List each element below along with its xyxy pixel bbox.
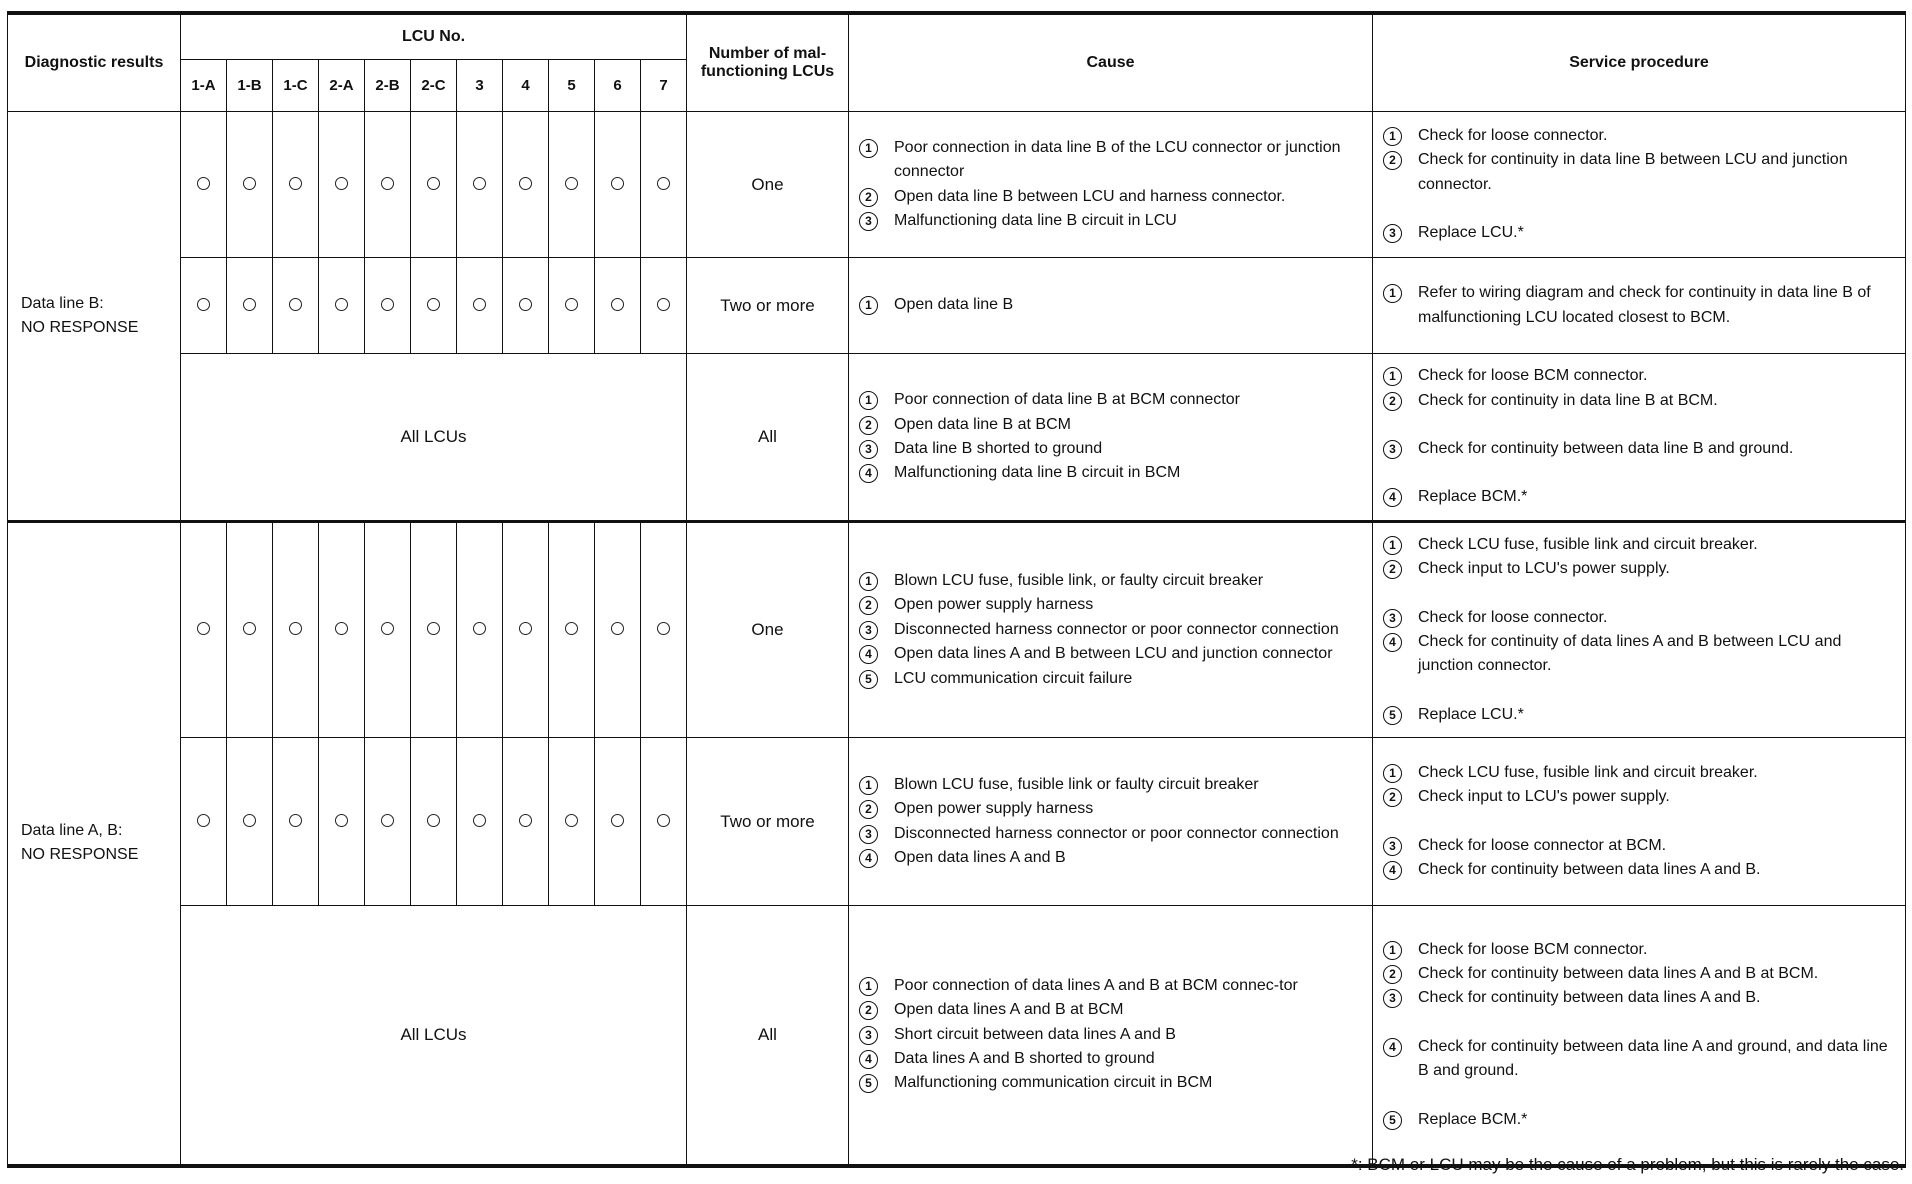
cause-cell: [849, 906, 1373, 1166]
cause-cell-text: Open power supply harness: [894, 596, 1094, 614]
header-number-line2: functioning LCUs: [700, 63, 835, 80]
lcu-mark: [227, 258, 273, 354]
service-cell-text: Check LCU fuse, fusible link and circuit breaker.: [1418, 763, 1758, 781]
header-lcu-col: 1-B: [227, 60, 273, 112]
lcu-mark: [227, 738, 273, 906]
diagnostic-line1: Data line A, B:: [21, 822, 123, 840]
circle-mark-icon: [427, 298, 440, 311]
service-cell: [1373, 112, 1906, 258]
circled-number-icon: 4: [1383, 488, 1402, 507]
circle-mark-icon: [335, 298, 348, 311]
table-row: [8, 112, 1906, 258]
service-cell-item: [1383, 834, 1895, 858]
service-cell-text: Check LCU fuse, fusible link and circuit breaker.: [1418, 535, 1758, 553]
lcu-mark: [411, 522, 457, 738]
circled-number-icon: 5: [1383, 706, 1402, 725]
cause-cell-item: [859, 974, 1362, 998]
header-lcu-col: 1-A: [181, 60, 227, 112]
service-cell-item: [1383, 606, 1895, 630]
table-row: [8, 522, 1906, 738]
service-cell-text: Check for continuity of data lines A and B between LCU and junction connector.: [1418, 633, 1842, 675]
circle-mark-icon: [427, 622, 440, 635]
cause-cell-text: Poor connection in data line B of the LCU connector or junction connector: [894, 138, 1341, 181]
cause-cell-text: Blown LCU fuse, fusible link or faulty circuit breaker: [894, 775, 1259, 793]
circled-number-icon: 2: [859, 1001, 878, 1020]
circled-number-icon: 1: [859, 776, 878, 795]
lcu-mark: [503, 738, 549, 906]
circled-number-icon: 3: [1383, 440, 1402, 459]
cause-cell-text: Open data line B: [894, 296, 1014, 314]
circle-mark-icon: [335, 177, 348, 190]
footnote: *: BCM or LCU may be the cause of a problem, but this is rarely the case.: [1351, 1155, 1904, 1174]
cause-cell-item: [859, 822, 1362, 846]
table-row: [8, 258, 1906, 354]
service-cell: [1373, 738, 1906, 906]
cause-cell-text: Open data lines A and B: [894, 848, 1066, 866]
cause-cell-item: [859, 388, 1362, 412]
service-cell-text: Refer to wiring diagram and check for continuity in data line B of malfunctioning LCU located closest to BCM.: [1418, 284, 1871, 326]
diagnostic-line2: NO RESPONSE: [21, 846, 139, 864]
circled-number-icon: 2: [859, 596, 878, 615]
cause-cell-text: Open data lines A and B at BCM: [894, 1001, 1124, 1019]
header-service-procedure: Service procedure: [1373, 13, 1906, 112]
header-lcu-no: LCU No.: [181, 13, 687, 60]
cause-cell-item: [859, 1047, 1362, 1071]
table-row: [8, 906, 1906, 1166]
circled-number-icon: 3: [1383, 609, 1402, 628]
circle-mark-icon: [657, 622, 670, 635]
diagnostic-line1: Data line B:: [21, 295, 104, 312]
service-cell-item: [1383, 124, 1895, 148]
circle-mark-icon: [243, 622, 256, 635]
service-cell-item: [1383, 485, 1895, 509]
lcu-mark: [411, 258, 457, 354]
all-lcus-label: All LCUs: [181, 354, 687, 522]
circle-mark-icon: [519, 622, 532, 635]
cause-cell-text: Malfunctioning data line B circuit in BCM: [894, 464, 1181, 482]
lcu-mark: [411, 738, 457, 906]
circled-number-icon: 1: [1383, 284, 1402, 303]
cause-cell-item: [859, 293, 1362, 317]
lcu-mark: [181, 738, 227, 906]
cause-cell-text: Open data line B at BCM: [894, 415, 1071, 433]
lcu-mark: [181, 522, 227, 738]
circled-number-icon: 3: [1383, 989, 1402, 1008]
lcu-mark: [273, 738, 319, 906]
cause-cell-text: Blown LCU fuse, fusible link, or faulty circuit breaker: [894, 571, 1264, 589]
circle-mark-icon: [611, 298, 624, 311]
cause-cell-text: Data line B shorted to ground: [894, 440, 1103, 457]
service-cell-item: [1383, 389, 1895, 413]
table-row: [8, 354, 1906, 522]
header-lcu-col: 2-A: [319, 60, 365, 112]
cause-cell-item: [859, 136, 1362, 185]
diagnostic-table: [7, 11, 1906, 1168]
lcu-mark: [457, 258, 503, 354]
circled-number-icon: 1: [1383, 367, 1402, 386]
service-cell-text: Replace BCM.*: [1418, 1110, 1528, 1128]
service-cell-text: Check for loose BCM connector.: [1418, 367, 1648, 385]
service-cell-item: [1383, 986, 1895, 1010]
cause-cell-item: [859, 667, 1362, 691]
service-cell-item: [1383, 557, 1895, 581]
lcu-mark: [641, 522, 687, 738]
circle-mark-icon: [289, 298, 302, 311]
circle-mark-icon: [197, 177, 210, 190]
circled-number-icon: 2: [859, 188, 878, 207]
lcu-mark: [227, 522, 273, 738]
header-diagnostic-results: Diagnostic results: [8, 13, 181, 112]
lcu-mark: [273, 112, 319, 258]
circle-mark-icon: [519, 814, 532, 827]
circled-number-icon: 4: [1383, 1038, 1402, 1057]
lcu-mark: [549, 522, 595, 738]
header-lcu-col: 1-C: [273, 60, 319, 112]
number-malfunctioning: All: [687, 906, 849, 1166]
circled-number-icon: 2: [859, 416, 878, 435]
cause-cell: [849, 522, 1373, 738]
cause-cell-text: Open data line B between LCU and harness connector.: [894, 187, 1286, 205]
lcu-mark: [549, 738, 595, 906]
cause-cell: [849, 354, 1373, 522]
circle-mark-icon: [657, 177, 670, 190]
cause-cell-text: Poor connection of data lines A and B at BCM connec-tor: [894, 976, 1298, 994]
header-number-line1: Number of mal-: [708, 45, 827, 62]
circle-mark-icon: [243, 298, 256, 311]
lcu-mark: [181, 258, 227, 354]
circled-number-icon: 2: [859, 800, 878, 819]
cause-cell-item: [859, 209, 1362, 233]
service-cell: [1373, 354, 1906, 522]
service-cell-text: Check for continuity between data line A and ground, and data line B and ground.: [1418, 1037, 1888, 1080]
cause-cell-item: [859, 797, 1362, 821]
header-cause: Cause: [849, 13, 1373, 112]
lcu-mark: [503, 112, 549, 258]
service-cell: [1373, 522, 1906, 738]
circle-mark-icon: [473, 298, 486, 311]
circle-mark-icon: [197, 298, 210, 311]
service-cell-item: [1383, 281, 1895, 330]
circle-mark-icon: [197, 814, 210, 827]
service-cell: [1373, 906, 1906, 1166]
service-cell-item: [1383, 148, 1895, 197]
circled-number-icon: 1: [859, 572, 878, 591]
lcu-mark: [549, 112, 595, 258]
service-cell-text: Check for continuity between data lines A and B at BCM.: [1418, 964, 1819, 982]
number-malfunctioning: Two or more: [687, 738, 849, 906]
lcu-mark: [457, 738, 503, 906]
service-cell-text: Check input to LCU's power supply.: [1418, 788, 1670, 806]
cause-cell-text: Disconnected harness connector or poor connector connection: [894, 824, 1339, 842]
circled-number-icon: 5: [1383, 1111, 1402, 1130]
circle-mark-icon: [381, 814, 394, 827]
lcu-mark: [549, 258, 595, 354]
header-lcu-col: 6: [595, 60, 641, 112]
circle-mark-icon: [565, 622, 578, 635]
number-malfunctioning: One: [687, 112, 849, 258]
lcu-mark: [595, 112, 641, 258]
circle-mark-icon: [381, 622, 394, 635]
service-cell-text: Replace LCU.*: [1418, 223, 1524, 241]
service-cell-item: [1383, 364, 1895, 388]
circle-mark-icon: [657, 298, 670, 311]
circle-mark-icon: [611, 177, 624, 190]
lcu-mark: [227, 112, 273, 258]
circled-number-icon: 1: [1383, 536, 1402, 555]
number-malfunctioning: Two or more: [687, 258, 849, 354]
service-cell-text: Check for loose BCM connector.: [1418, 940, 1648, 958]
lcu-mark: [595, 258, 641, 354]
circled-number-icon: 1: [859, 296, 878, 315]
circle-mark-icon: [197, 622, 210, 635]
circled-number-icon: 2: [1383, 392, 1402, 411]
circle-mark-icon: [243, 177, 256, 190]
circle-mark-icon: [289, 814, 302, 827]
cause-cell-item: [859, 773, 1362, 797]
diagnostic-line2: NO RESPONSE: [21, 319, 139, 336]
table-row: [8, 738, 1906, 906]
service-cell-text: Check input to LCU's power supply.: [1418, 560, 1670, 578]
service-cell-text: Replace LCU.*: [1418, 705, 1524, 723]
circled-number-icon: 3: [859, 825, 878, 844]
header-lcu-col: 5: [549, 60, 595, 112]
service-cell-item: [1383, 785, 1895, 809]
lcu-mark: [319, 522, 365, 738]
cause-cell-item: [859, 618, 1362, 642]
cause-cell-text: Open data lines A and B between LCU and junction connector: [894, 645, 1333, 663]
circle-mark-icon: [519, 177, 532, 190]
cause-cell: [849, 112, 1373, 258]
circled-number-icon: 1: [1383, 941, 1402, 960]
lcu-mark: [181, 112, 227, 258]
lcu-mark: [503, 258, 549, 354]
cause-cell-item: [859, 461, 1362, 485]
circle-mark-icon: [335, 814, 348, 827]
circle-mark-icon: [565, 298, 578, 311]
service-cell-item: [1383, 630, 1895, 679]
circle-mark-icon: [381, 298, 394, 311]
header-lcu-col: 2-C: [411, 60, 457, 112]
circle-mark-icon: [611, 622, 624, 635]
cause-cell-item: [859, 1071, 1362, 1095]
lcu-mark: [641, 258, 687, 354]
lcu-mark: [365, 258, 411, 354]
lcu-mark: [457, 112, 503, 258]
circle-mark-icon: [335, 622, 348, 635]
circle-mark-icon: [289, 177, 302, 190]
service-cell-text: Check for loose connector.: [1418, 126, 1608, 144]
circled-number-icon: 2: [1383, 788, 1402, 807]
circle-mark-icon: [657, 814, 670, 827]
lcu-mark: [641, 112, 687, 258]
circled-number-icon: 1: [1383, 127, 1402, 146]
circled-number-icon: 1: [859, 391, 878, 410]
service-cell-item: [1383, 938, 1895, 962]
circled-number-icon: 1: [1383, 764, 1402, 783]
service-cell-item: [1383, 1108, 1895, 1132]
cause-cell-item: [859, 413, 1362, 437]
cause-cell-item: [859, 642, 1362, 666]
cause-cell-text: Malfunctioning communication circuit in BCM: [894, 1074, 1213, 1092]
all-lcus-label: All LCUs: [181, 906, 687, 1166]
service-cell-text: Check for loose connector at BCM.: [1418, 836, 1667, 854]
circle-mark-icon: [473, 177, 486, 190]
service-cell-text: Check for continuity in data line B between LCU and junction connector.: [1418, 151, 1848, 193]
circle-mark-icon: [611, 814, 624, 827]
cause-cell-item: [859, 569, 1362, 593]
circle-mark-icon: [473, 622, 486, 635]
cause-cell-item: [859, 998, 1362, 1022]
service-cell: [1373, 258, 1906, 354]
lcu-mark: [365, 522, 411, 738]
service-cell-item: [1383, 221, 1895, 245]
circled-number-icon: 3: [1383, 224, 1402, 243]
service-cell-text: Check for continuity between data lines A and B.: [1418, 860, 1761, 878]
header-lcu-col: 7: [641, 60, 687, 112]
cause-cell-text: Poor connection of data line B at BCM connector: [894, 391, 1240, 409]
cause-cell-item: [859, 1023, 1362, 1047]
lcu-mark: [273, 258, 319, 354]
circled-number-icon: 4: [1383, 861, 1402, 880]
circled-number-icon: 5: [859, 670, 878, 689]
service-cell-text: Replace BCM.*: [1418, 488, 1528, 506]
cause-cell-item: [859, 846, 1362, 870]
cause-cell-text: LCU communication circuit failure: [894, 669, 1133, 687]
lcu-mark: [319, 112, 365, 258]
circled-number-icon: 1: [859, 977, 878, 996]
service-cell-text: Check for continuity between data lines A and B.: [1418, 989, 1761, 1007]
lcu-mark: [595, 738, 641, 906]
circled-number-icon: 2: [1383, 560, 1402, 579]
cause-cell-item: [859, 185, 1362, 209]
circled-number-icon: 4: [1383, 633, 1402, 652]
lcu-mark: [641, 738, 687, 906]
lcu-mark: [273, 522, 319, 738]
circled-number-icon: 2: [1383, 151, 1402, 170]
diagnostic-result: [8, 522, 181, 1166]
circle-mark-icon: [473, 814, 486, 827]
lcu-mark: [319, 258, 365, 354]
circle-mark-icon: [565, 177, 578, 190]
service-cell-text: Check for continuity between data line B and ground.: [1418, 440, 1794, 457]
cause-cell-text: Disconnected harness connector or poor connector connection: [894, 620, 1339, 638]
cause-cell-item: [859, 437, 1362, 461]
service-cell-item: [1383, 858, 1895, 882]
circle-mark-icon: [381, 177, 394, 190]
diagnostic-result: [8, 112, 181, 522]
lcu-mark: [319, 738, 365, 906]
lcu-mark: [503, 522, 549, 738]
cause-cell: [849, 258, 1373, 354]
lcu-mark: [457, 522, 503, 738]
cause-cell-text: Data lines A and B shorted to ground: [894, 1049, 1155, 1067]
circled-number-icon: 3: [859, 212, 878, 231]
circle-mark-icon: [519, 298, 532, 311]
number-malfunctioning: All: [687, 354, 849, 522]
circled-number-icon: 4: [859, 464, 878, 483]
cause-cell-item: [859, 593, 1362, 617]
service-cell-item: [1383, 1035, 1895, 1084]
circle-mark-icon: [427, 814, 440, 827]
service-cell-text: Check for continuity in data line B at BCM.: [1418, 391, 1718, 409]
lcu-mark: [365, 112, 411, 258]
circle-mark-icon: [565, 814, 578, 827]
circled-number-icon: 4: [859, 1050, 878, 1069]
lcu-mark: [411, 112, 457, 258]
cause-cell-text: Malfunctioning data line B circuit in LCU: [894, 211, 1177, 229]
service-cell-item: [1383, 437, 1895, 461]
header-lcu-col: 4: [503, 60, 549, 112]
cause-cell-text: Short circuit between data lines A and B: [894, 1025, 1176, 1043]
service-cell-item: [1383, 533, 1895, 557]
circled-number-icon: 3: [1383, 837, 1402, 856]
circle-mark-icon: [243, 814, 256, 827]
circle-mark-icon: [427, 177, 440, 190]
circled-number-icon: 5: [859, 1074, 878, 1093]
diagnostic-table-container: [7, 11, 1905, 1168]
circled-number-icon: 3: [859, 1026, 878, 1045]
header-number-malfunctioning: [687, 13, 849, 112]
circled-number-icon: 4: [859, 849, 878, 868]
circle-mark-icon: [289, 622, 302, 635]
circled-number-icon: 1: [859, 139, 878, 158]
number-malfunctioning: One: [687, 522, 849, 738]
circled-number-icon: 4: [859, 645, 878, 664]
cause-cell-text: Open power supply harness: [894, 800, 1094, 818]
lcu-mark: [595, 522, 641, 738]
service-cell-item: [1383, 962, 1895, 986]
circled-number-icon: 2: [1383, 965, 1402, 984]
circled-number-icon: 3: [859, 621, 878, 640]
header-lcu-col: 2-B: [365, 60, 411, 112]
lcu-mark: [365, 738, 411, 906]
circled-number-icon: 3: [859, 440, 878, 459]
service-cell-text: Check for loose connector.: [1418, 608, 1608, 626]
service-cell-item: [1383, 761, 1895, 785]
header-lcu-col: 3: [457, 60, 503, 112]
cause-cell: [849, 738, 1373, 906]
service-cell-item: [1383, 703, 1895, 727]
